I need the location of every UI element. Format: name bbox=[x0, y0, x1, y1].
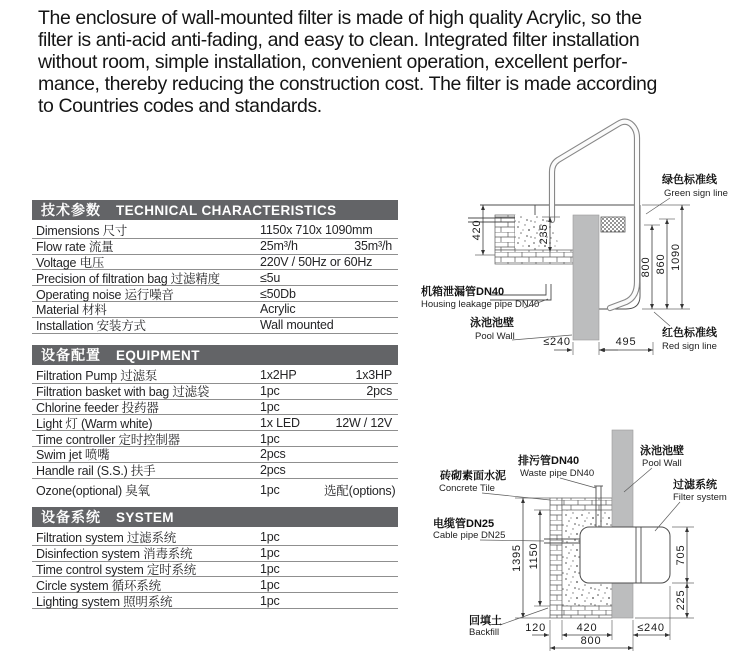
row-value-1: 1pc bbox=[260, 561, 280, 576]
intro-line: mance, thereby reducing the construction cost. The filter is made according bbox=[38, 73, 657, 95]
row-value-2: 2pcs bbox=[366, 384, 392, 399]
pool-wall-label-cn: 泳池池壁 bbox=[470, 317, 514, 329]
intro-line: without room, simple installation, convenient operation, excellent perfor- bbox=[38, 51, 628, 73]
row-value-1: 220V / 50Hz or 60Hz bbox=[260, 254, 373, 269]
table-row bbox=[32, 483, 398, 499]
concrete-tile-label-en: Concrete Tile bbox=[439, 483, 495, 494]
table-header-en: EQUIPMENT bbox=[116, 347, 200, 363]
row-label: Voltage 电压 bbox=[36, 256, 105, 270]
row-label: Circle system 循环系统 bbox=[36, 578, 161, 593]
dim-1395-label: 1395 bbox=[511, 544, 523, 572]
backfill-label-cn: 回填土 bbox=[469, 615, 502, 627]
table-row bbox=[32, 463, 398, 479]
pool-wall-label-en: Pool Wall bbox=[475, 331, 515, 342]
row-value-2: 选配(options) bbox=[324, 484, 396, 499]
dim-495-label: 495 bbox=[615, 336, 637, 348]
brick-slab bbox=[495, 250, 573, 264]
table-header bbox=[32, 507, 398, 527]
table-header-en: TECHNICAL CHARACTERISTICS bbox=[116, 202, 337, 218]
green-sign-line-label-en: Green sign line bbox=[664, 188, 728, 199]
row-label: Time control system 定时系统 bbox=[36, 563, 197, 577]
dim-800-label: 800 bbox=[640, 256, 652, 278]
table-header-cn: 设备系统 bbox=[41, 509, 101, 525]
cable-pipe-label-cn: 电缆管DN25 bbox=[433, 518, 495, 530]
row-value-1: 1pc bbox=[260, 384, 280, 399]
table-body bbox=[32, 365, 398, 498]
concrete-tile-label-cn: 砖砌素面水泥 bbox=[440, 470, 506, 482]
table-row bbox=[32, 318, 398, 334]
row-value-2: 1x3HP bbox=[355, 368, 392, 383]
filter-system-label-cn: 过滤系统 bbox=[673, 479, 717, 491]
row-label: Chlorine feeder 投药器 bbox=[36, 401, 159, 415]
row-value-1: Acrylic bbox=[260, 302, 296, 317]
intro-line: filter is anti-acid anti-fading, and easy to clean. Integrated filter installation bbox=[38, 29, 640, 51]
row-label: Ozone(optional) 臭氧 bbox=[36, 484, 150, 499]
intro-line: The enclosure of wall-mounted filter is made of high quality Acrylic, so the bbox=[38, 7, 642, 29]
row-value-1: ≤5u bbox=[260, 270, 281, 285]
backfill-label-en: Backfill bbox=[469, 627, 500, 638]
table-header-cn: 技术参数 bbox=[41, 202, 101, 218]
dim-1090-label: 1090 bbox=[670, 243, 682, 271]
row-value-1: 1150x 710x 1090mm bbox=[260, 223, 373, 238]
dim-800-label: 800 bbox=[580, 635, 602, 647]
row-label: Light 灯 (Warm white) bbox=[36, 416, 153, 431]
filter-system-label-en: Filter system bbox=[673, 492, 727, 503]
table-body bbox=[32, 220, 398, 334]
dim-705-label: 705 bbox=[675, 544, 687, 566]
cable-pipe-label-en: Cable pipe DN25 bbox=[433, 530, 506, 541]
row-value-1: 1pc bbox=[260, 593, 280, 608]
equipment-table bbox=[32, 345, 398, 498]
brick-wall-bottom bbox=[562, 606, 612, 618]
dim-420-label: 420 bbox=[576, 622, 598, 634]
waste-pipe-label-cn: 排污管DN40 bbox=[518, 455, 580, 467]
vent-grille bbox=[601, 217, 625, 232]
row-value-1: 1pc bbox=[260, 530, 280, 545]
brick-column bbox=[495, 215, 515, 250]
table-body bbox=[32, 527, 398, 609]
intro-paragraph bbox=[38, 7, 657, 117]
row-label: Filtration system 过滤系统 bbox=[36, 531, 177, 546]
row-value-1: ≤50Db bbox=[260, 286, 296, 301]
row-label: Swim jet 喷嘴 bbox=[36, 448, 110, 463]
installation-plan-diagram bbox=[420, 400, 750, 666]
row-label: Dimensions 尺寸 bbox=[36, 224, 128, 239]
dim-235-label: 235 bbox=[538, 223, 550, 245]
row-value-1: 1x LED bbox=[260, 415, 300, 430]
table-header bbox=[32, 200, 398, 220]
leakage-pipe-label-en: Housing leakage pipe DN40 bbox=[421, 299, 540, 310]
row-value-1: Wall mounted bbox=[260, 318, 334, 333]
red-sign-line-label-cn: 红色标准线 bbox=[662, 327, 717, 339]
row-value-1: 25m³/h bbox=[260, 239, 298, 254]
row-label: Disinfection system 消毒系统 bbox=[36, 547, 193, 562]
dim-1150-label: 1150 bbox=[528, 542, 540, 570]
row-label: Lighting system 照明系统 bbox=[36, 594, 173, 609]
table-row bbox=[32, 593, 398, 609]
pool-wall-shape bbox=[573, 215, 599, 340]
intro-line: to Countries codes and standards. bbox=[38, 95, 322, 117]
dim-120-label: 120 bbox=[525, 622, 546, 634]
table-header-cn: 设备配置 bbox=[41, 347, 101, 363]
row-label: Installation 安装方式 bbox=[36, 319, 146, 334]
leakage-pipe-label-cn: 机箱泄漏管DN40 bbox=[421, 286, 505, 298]
table-header bbox=[32, 345, 398, 365]
system-table bbox=[32, 507, 398, 609]
pool-wall-label-en: Pool Wall bbox=[642, 458, 682, 469]
brick-wall-left bbox=[550, 498, 562, 618]
pool-wall-label-cn: 泳池池壁 bbox=[640, 445, 684, 457]
row-value-2: 35m³/h bbox=[354, 239, 392, 254]
dim-240-label: ≤240 bbox=[637, 622, 665, 634]
table-header-en: SYSTEM bbox=[116, 509, 174, 525]
green-sign-line-label-cn: 绿色标准线 bbox=[662, 174, 717, 186]
row-value-2: 12W / 12V bbox=[335, 415, 392, 430]
row-value-1: 1pc bbox=[260, 483, 280, 498]
dim-860-label: 860 bbox=[655, 253, 667, 275]
row-label: Filtration basket with bag 过滤袋 bbox=[36, 385, 210, 400]
row-label: Precision of filtration bag 过滤精度 bbox=[36, 271, 220, 286]
dim-240-label: ≤240 bbox=[543, 336, 571, 348]
row-label: Material 材料 bbox=[36, 303, 107, 318]
installation-side-diagram bbox=[420, 112, 750, 362]
dim-225-label: 225 bbox=[675, 589, 687, 611]
row-label: Filtration Pump 过滤泵 bbox=[36, 369, 158, 384]
red-sign-line-label-en: Red sign line bbox=[662, 341, 717, 352]
row-value-1: 1pc bbox=[260, 399, 280, 414]
filter-system-body bbox=[580, 527, 670, 583]
row-label: Flow rate 流量 bbox=[36, 240, 114, 255]
brick-wall-top bbox=[562, 498, 612, 510]
row-value-1: 1pc bbox=[260, 577, 280, 592]
row-value-1: 1x2HP bbox=[260, 368, 297, 383]
row-value-1: 1pc bbox=[260, 546, 280, 561]
row-value-1: 2pcs bbox=[260, 447, 286, 462]
waste-pipe-label-en: Waste pipe DN40 bbox=[520, 468, 595, 479]
dim-420-label: 420 bbox=[471, 219, 483, 241]
technical-characteristics-table bbox=[32, 200, 398, 334]
row-value-1: 1pc bbox=[260, 431, 280, 446]
pool-wall-shape bbox=[612, 430, 633, 618]
row-label: Time controller 定时控制器 bbox=[36, 432, 180, 447]
row-label: Handle rail (S.S.) 扶手 bbox=[36, 464, 156, 479]
row-label: Operating noise 运行噪音 bbox=[36, 287, 174, 302]
row-value-1: 2pcs bbox=[260, 463, 286, 478]
